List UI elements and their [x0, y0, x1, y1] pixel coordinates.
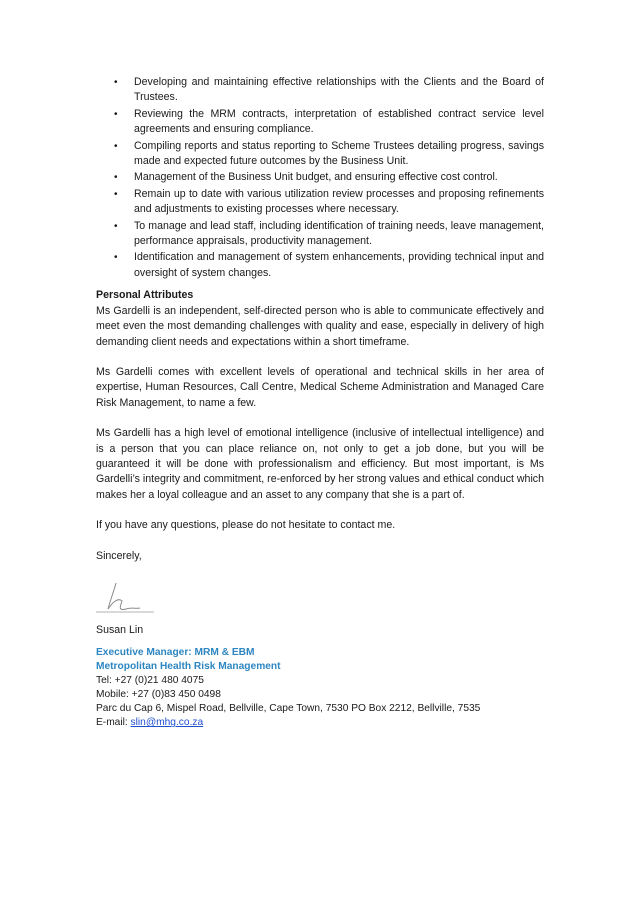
list-item: • Reviewing the MRM contracts, interpretation of established contract service level agreements and ensuring compliance. [114, 107, 544, 136]
closing-salutation: Sincerely, [96, 549, 142, 562]
responsibility-list [96, 75, 544, 281]
paragraph-intelligence: Ms Gardelli has a high level of emotional intelligence (inclusive of intellectual intelligence) and is a person that you can place reliance on, not only to get a job done, but you will be guaranteed it will be done with professionalism and efficiency. But most important, is Ms Gardelli’s integrity and commitment, re-enforced by her strong values and ethical conduct which makes her a loyal colleague and an asset to any company that she is a part of. [96, 427, 544, 501]
list-item: • Compiling reports and status reporting to Scheme Trustees detailing progress, savings made and expected future outcomes by the Business Unit. [114, 139, 544, 168]
signer-title: Executive Manager: MRM & EBM [96, 647, 255, 659]
bullet-icon: • [114, 220, 118, 232]
bullet-icon: • [114, 140, 118, 152]
paragraph-contact-invite: If you have any questions, please do not hesitate to contact me. [96, 519, 396, 532]
bullet-icon: • [114, 77, 118, 88]
list-item: • Remain up to date with various utilization review processes and proposing refinements and adjustments to existing processes where necessary. [114, 187, 544, 216]
personal-attributes-section [96, 288, 544, 564]
list-item: • Developing and maintaining effective relationships with the Clients and the Board of Trustees. [114, 76, 544, 104]
list-item: • To manage and lead staff, including identification of training needs, leave management, performance appraisals, productivity management. [114, 219, 544, 248]
signer-mobile: Mobile: +27 (0)83 450 0498 [96, 689, 221, 701]
paragraph-skills: Ms Gardelli comes with excellent levels of operational and technical skills in her area of expertise, Human Resources, Call Centre, Medical Scheme Administration and Managed Care Risk Management, to name a few. [96, 365, 544, 409]
handwritten-signature [96, 579, 156, 619]
paragraph-independence: Ms Gardelli is an independent, self-directed person who is able to communicate effectively and meet even the most demanding challenges with quality and ease, especially in delivery of high demanding client needs and expectations within a short timeframe. [96, 304, 544, 348]
signer-telephone: Tel: +27 (0)21 480 4075 [96, 675, 204, 687]
bullet-icon: • [114, 252, 118, 264]
signer-address: Parc du Cap 6, Mispel Road, Bellville, Cape Town, 7530 PO Box 2212, Bellville, 7535 [96, 703, 481, 715]
signer-company: Metropolitan Health Risk Management [96, 661, 281, 673]
bullet-icon: • [114, 172, 118, 184]
list-item: • Management of the Business Unit budget, and ensuring effective cost control. [134, 170, 544, 185]
list-item: • Identification and management of system enhancements, providing technical input and oversight of system changes. [114, 251, 544, 279]
section-heading: Personal Attributes [96, 289, 194, 302]
signer-email-line: E-mail: slin@mhg.co.za [96, 717, 204, 729]
bullet-icon: • [114, 108, 118, 120]
bullet-icon: • [114, 188, 118, 200]
signature-block [96, 623, 544, 730]
email-link[interactable]: slin@mhg.co.za [130, 717, 204, 729]
signer-name: Susan Lin [96, 623, 144, 636]
